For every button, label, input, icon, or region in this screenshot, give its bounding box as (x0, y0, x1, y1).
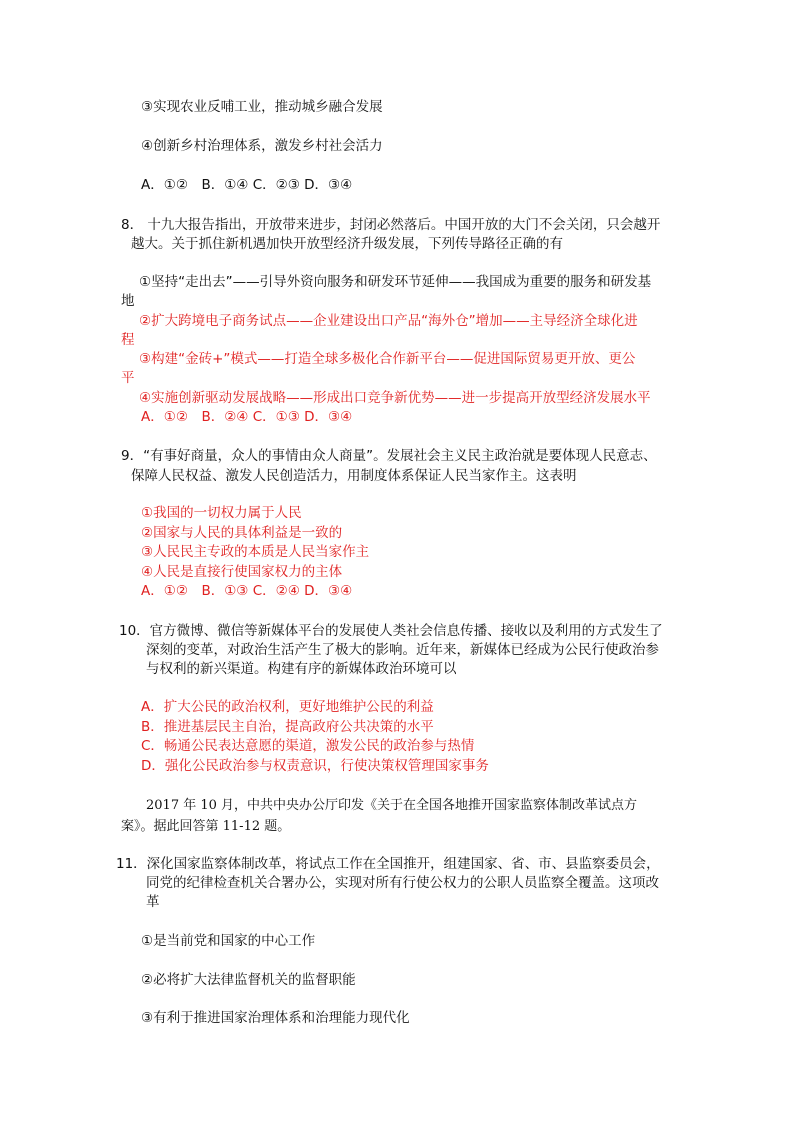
q10-option-b: B．推进基层民主自治，提高政府公共决策的水平 (141, 719, 434, 735)
q7-option-4: ④创新乡村治理体系，激发乡村社会活力 (141, 138, 383, 154)
material-line1: 2017 年 10 月，中共中央办公厅印发《关于在全国各地推开国家监察体制改革试点方 (146, 798, 638, 813)
q11-option-1: ①是当前党和国家的中心工作 (141, 933, 316, 949)
q10-stem-line3: 与权利的新兴渠道。构建有序的新媒体政治环境可以 (146, 661, 457, 677)
q9-option-3: ③人民民主专政的本质是人民当家作主 (141, 544, 370, 560)
q8-stem-line2: 越大。关于抓住新机遇加快开放型经济升级发展，下列传导路径正确的有 (131, 236, 563, 252)
q9-option-1: ①我国的一切权力属于人民 (141, 505, 302, 521)
q8-option-4: ④实施创新驱动发展战略——形成出口竞争新优势——进一步提高开放型经济发展水平 (139, 390, 651, 406)
q7-option-3: ③实现农业反哺工业，推动城乡融合发展 (141, 99, 383, 115)
q10-stem-line2: 深刻的变革，对政治生活产生了极大的影响。近年来，新媒体已经成为公民行使政治参 (146, 642, 659, 658)
q8-option-1-line2: 地 (121, 293, 135, 309)
q10-option-a: A．扩大公民的政治权利，更好地维护公民的利益 (141, 699, 434, 715)
q11-option-3: ③有利于推进国家治理体系和治理能力现代化 (141, 1010, 410, 1026)
q8-option-2-line2: 程 (121, 332, 135, 348)
q8-option-3-line1: ③构建“金砖+”模式——打造全球多极化合作新平台——促进国际贸易更开放、更公 (139, 351, 636, 367)
q11-option-2: ②必将扩大法律监督机关的监督职能 (141, 972, 356, 988)
q8-option-2-line1: ②扩大跨境电子商务试点——企业建设出口产品“海外仓”增加——主导经济全球化进 (139, 313, 638, 329)
q10-option-c: C．畅通公民表达意愿的渠道，激发公民的政治参与热情 (141, 738, 475, 754)
q11-stem-line3: 革 (146, 894, 160, 910)
q11-stem-line1: 11．深化国家监察体制改革，将试点工作在全国推开，组建国家、省、市、县监察委员会， (116, 856, 660, 872)
material-line2: 案》。据此回答第 11-12 题。 (121, 819, 291, 834)
q8-choices: A．①② B．②④ C．①③ D．③④ (141, 409, 353, 425)
q9-stem-line1: 9．“有事好商量，众人的事情由众人商量”。发展社会主义民主政治就是要体现人民意志、 (121, 448, 657, 464)
q7-choices: A．①② B．①④ C．②③ D．③④ (141, 177, 353, 193)
q8-stem-line1: 8． 十九大报告指出，开放带来进步，封闭必然落后。中国开放的大门不会关闭，只会越开 (121, 217, 661, 233)
q8-option-1-line1: ①坚持“走出去”——引导外资向服务和研发环节延伸——我国成为重要的服务和研发基 (139, 274, 652, 290)
q9-stem-line2: 保障人民权益、激发人民创造活力，用制度体系保证人民当家作主。这表明 (131, 468, 577, 484)
q11-stem-line2: 同党的纪律检查机关合署办公，实现对所有行使公权力的公职人员监察全覆盖。这项改 (146, 875, 659, 891)
q9-option-2: ②国家与人民的具体利益是一致的 (141, 525, 343, 541)
q9-choices: A．①② B．①③ C．②④ D．③④ (141, 583, 353, 599)
q10-stem-line1: 10．官方微博、微信等新媒体平台的发展使人类社会信息传播、接收以及利用的方式发生了 (119, 623, 663, 639)
q9-option-4: ④人民是直接行使国家权力的主体 (141, 564, 343, 580)
q8-option-3-line2: 平 (121, 370, 135, 386)
q10-option-d: D．强化公民政治参与权责意识，行使决策权管理国家事务 (141, 758, 489, 774)
